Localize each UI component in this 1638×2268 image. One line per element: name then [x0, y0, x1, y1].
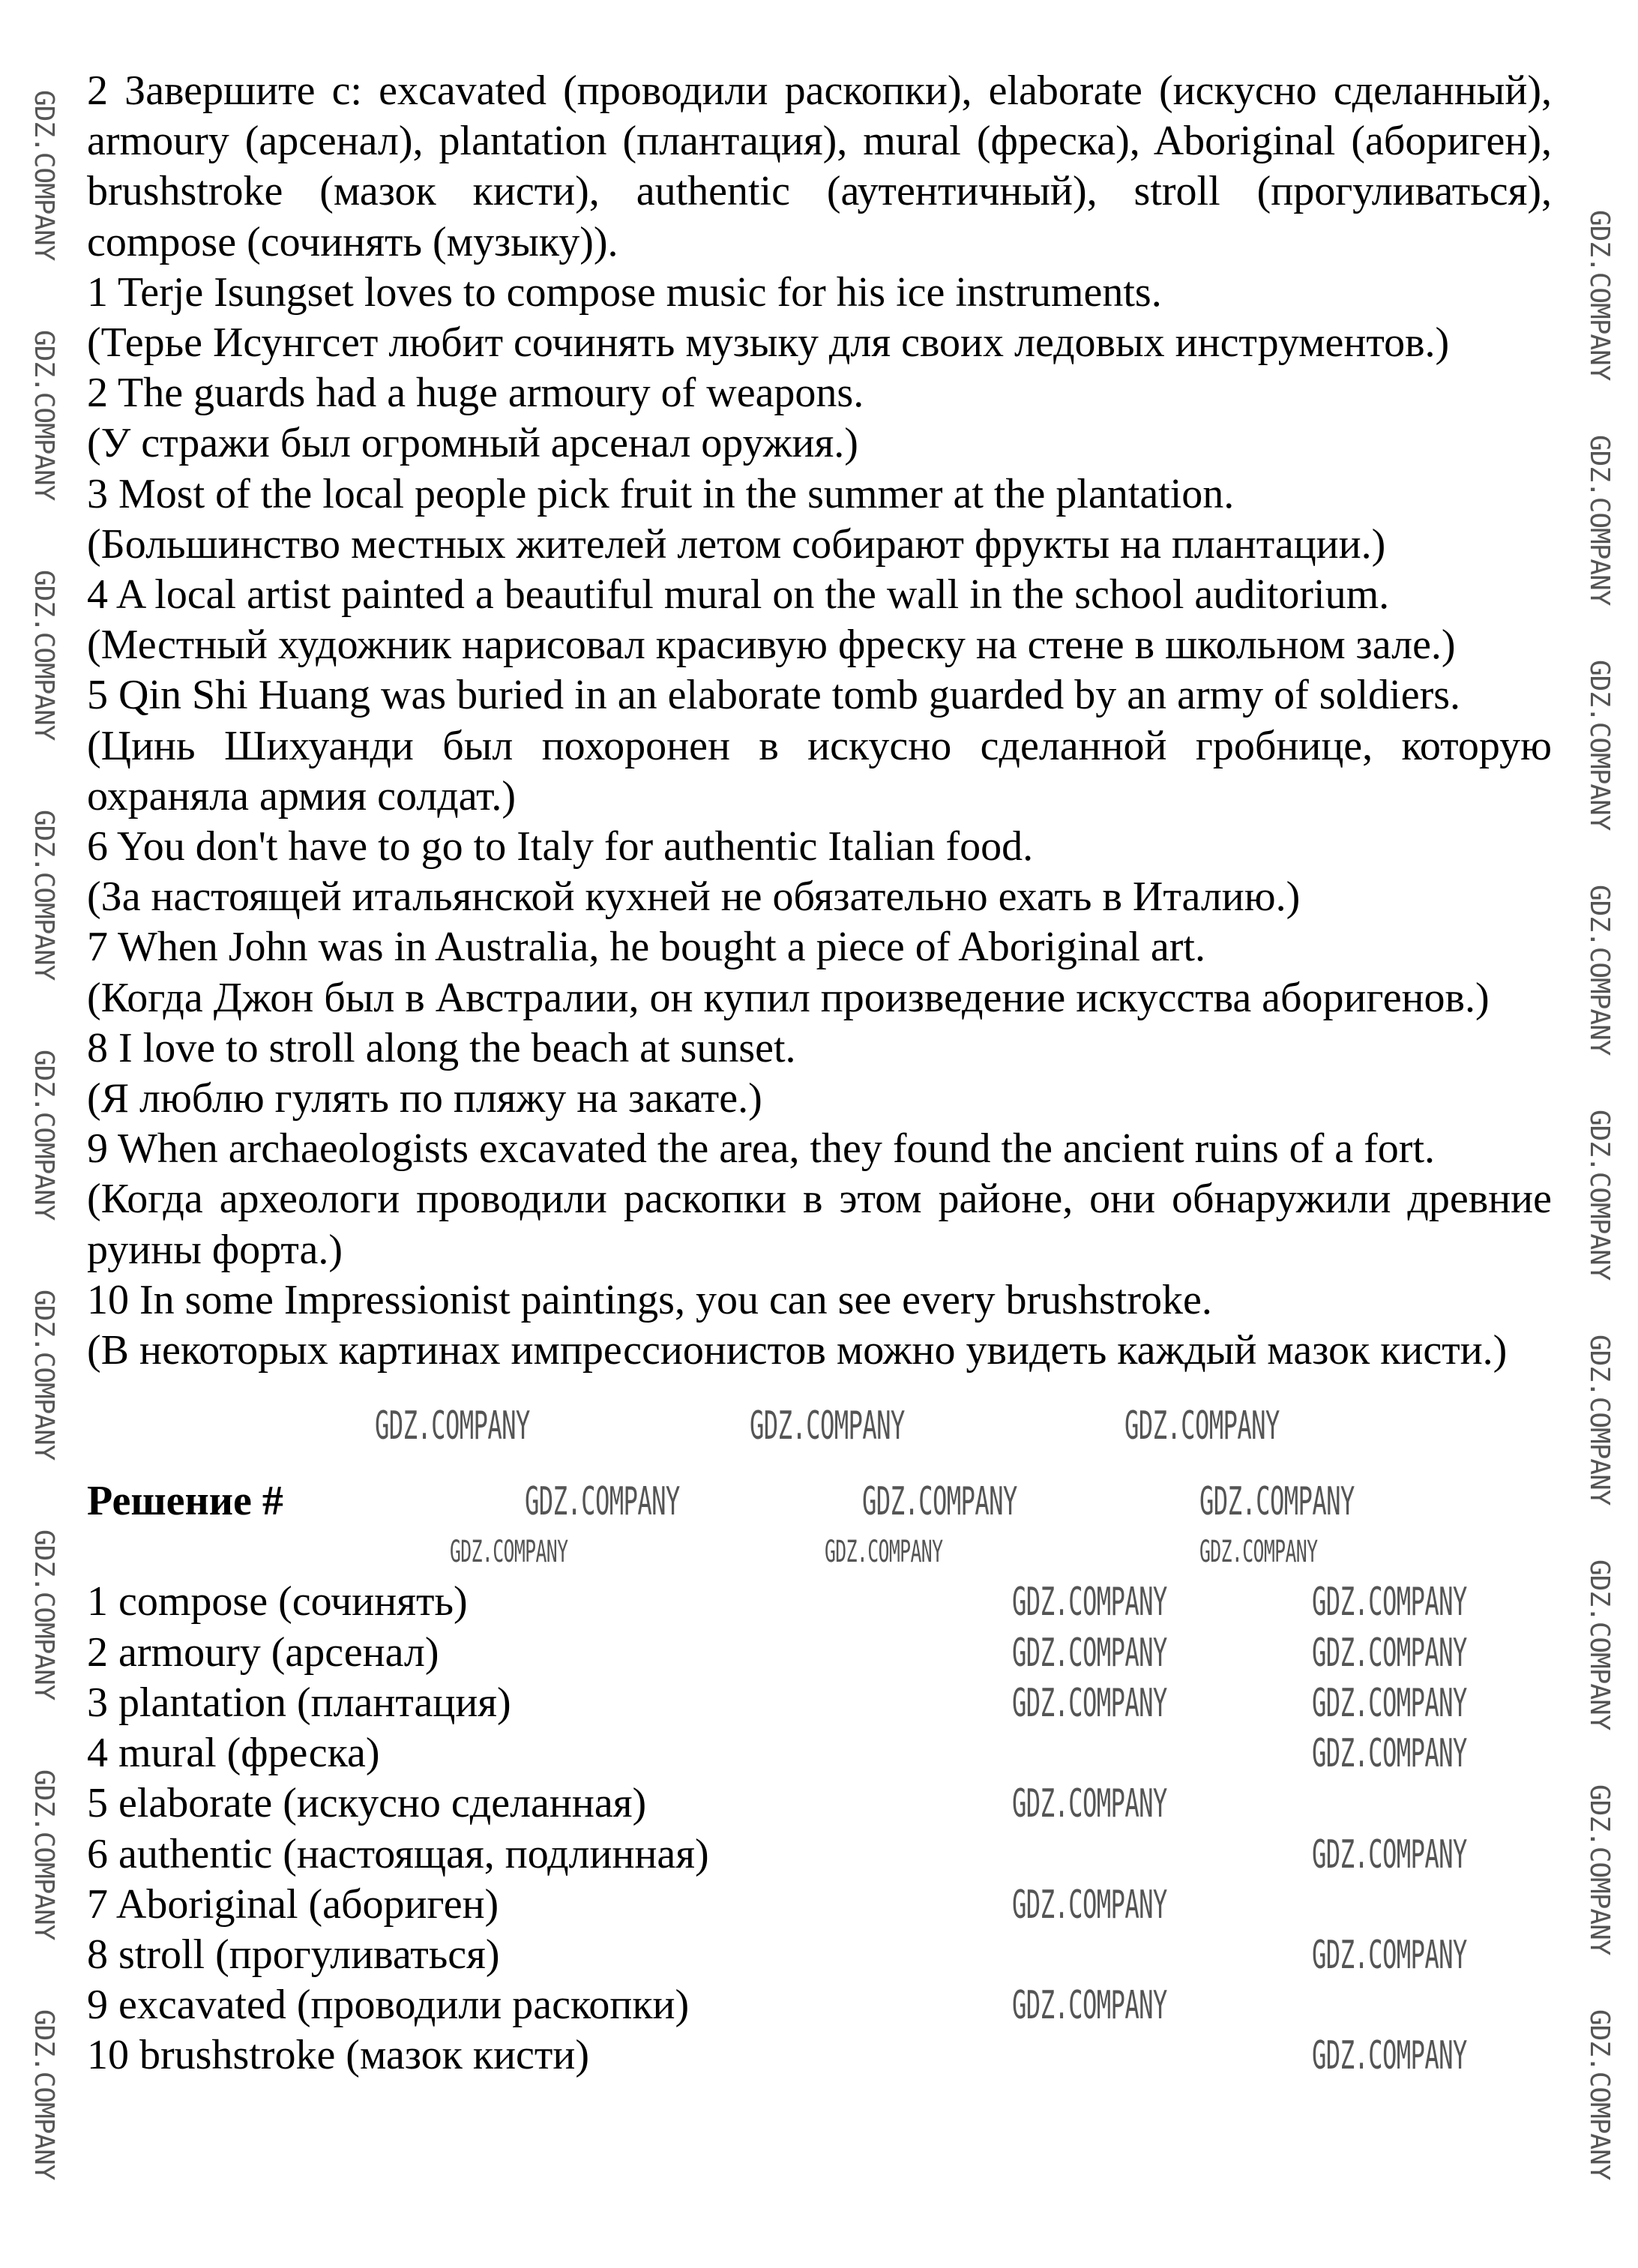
task-items — [87, 268, 1552, 1376]
answer-item: 6 authentic (настоящая, подлинная) — [87, 1830, 709, 1877]
answer-item: 7 Aboriginal (абориген) — [87, 1880, 499, 1928]
watermark: GDZ.COMPANY — [825, 1534, 943, 1569]
watermark: GDZ.COMPANY — [1312, 1731, 1467, 1777]
task-item — [87, 1023, 1552, 1124]
item-english: 10 In some Impressionist paintings, you can see every brushstroke. — [87, 1276, 1212, 1323]
watermark: GDZ.COMPANY — [1012, 1781, 1167, 1827]
item-english: 7 When John was in Australia, he bought a piece of Aboriginal art. — [87, 924, 1205, 971]
watermark: GDZ.COMPANY — [28, 2009, 59, 2180]
item-english: 6 You don't have to go to Italy for authentic Italian food. — [87, 823, 1034, 870]
watermark: GDZ.COMPANY — [1012, 1680, 1167, 1726]
watermark: GDZ.COMPANY — [28, 570, 59, 741]
watermark: GDZ.COMPANY — [28, 330, 59, 501]
item-translation: (Когда Джон был в Австралии, он купил произведение искусства аборигенов.) — [87, 974, 1490, 1021]
watermark: GDZ.COMPANY — [1584, 1110, 1615, 1281]
watermark: GDZ.COMPANY — [450, 1534, 568, 1569]
item-translation: (Когда археологи проводили раскопки в этом районе, они обнаружили древние руины форта.) — [87, 1176, 1552, 1273]
watermark: GDZ.COMPANY — [1124, 1404, 1280, 1449]
watermark: GDZ.COMPANY — [1312, 1580, 1467, 1625]
item-english: 4 A local artist painted a beautiful mural on the wall in the school auditorium. — [87, 571, 1390, 619]
watermark: GDZ.COMPANY — [28, 810, 59, 981]
task-item — [87, 670, 1552, 822]
watermark: GDZ.COMPANY — [1584, 1784, 1615, 1955]
item-translation: (Большинство местных жителей летом собирают фрукты на плантации.) — [87, 520, 1386, 568]
watermark: GDZ.COMPANY — [1584, 2009, 1615, 2180]
answer-item: 5 elaborate (искусно сделанная) — [87, 1780, 647, 1827]
watermark: GDZ.COMPANY — [1584, 210, 1615, 381]
watermark: GDZ.COMPANY — [750, 1404, 905, 1449]
watermark: GDZ.COMPANY — [862, 1479, 1017, 1525]
item-translation: (За настоящей итальянской кухней не обязательно ехать в Италию.) — [87, 873, 1301, 921]
watermark: GDZ.COMPANY — [1012, 1630, 1167, 1676]
watermark: GDZ.COMPANY — [1312, 1630, 1467, 1676]
item-translation: (У стражи был огромный арсенал оружия.) — [87, 420, 858, 467]
item-translation: (Местный художник нарисовал красивую фреску на стене в школьном зале.) — [87, 622, 1456, 669]
task-intro: 2 Завершите с: excavated (проводили раскопки), elaborate (искусно сделанный), armoury (арсенал), plantation (плантация), mural (фреска), Aboriginal (абориген), brushstroke (мазок кисти), authentic (аутентичный), stroll (прогуливаться), compose (сочинять (музыку)). — [87, 67, 1552, 265]
watermark: GDZ.COMPANY — [28, 1529, 59, 1700]
task-item — [87, 922, 1552, 1023]
watermark: GDZ.COMPANY — [1012, 1983, 1167, 2029]
solution-title: Решение # — [87, 1478, 283, 1525]
watermark: GDZ.COMPANY — [1584, 1559, 1615, 1730]
answer-item: 9 excavated (проводили раскопки) — [87, 1982, 690, 2029]
watermark: GDZ.COMPANY — [28, 1290, 59, 1461]
watermark: GDZ.COMPANY — [28, 1769, 59, 1940]
watermark: GDZ.COMPANY — [375, 1404, 530, 1449]
item-translation: (Я люблю гулять по пляжу на закате.) — [87, 1075, 762, 1122]
task-item — [87, 1124, 1552, 1275]
watermark: GDZ.COMPANY — [28, 90, 59, 261]
answer-item: 2 armoury (арсенал) — [87, 1628, 439, 1676]
answer-item: 10 brushstroke (мазок кисти) — [87, 2032, 589, 2079]
item-english: 2 The guards had a huge armoury of weapons. — [87, 370, 864, 417]
watermark: GDZ.COMPANY — [525, 1479, 680, 1525]
watermark: GDZ.COMPANY — [1312, 1932, 1467, 1978]
watermark: GDZ.COMPANY — [1312, 1680, 1467, 1726]
watermark: GDZ.COMPANY — [1584, 885, 1615, 1056]
watermark: GDZ.COMPANY — [1199, 1479, 1355, 1525]
task-item — [87, 570, 1552, 670]
item-translation: (Цинь Шихуанди был похоронен в искусно сделанной гробнице, которую охраняла армия солдат.) — [87, 722, 1552, 819]
item-english: 9 When archaeologists excavated the area, they found the ancient ruins of a fort. — [87, 1125, 1436, 1173]
item-english: 1 Terje Isungset loves to compose music for his ice instruments. — [87, 268, 1162, 316]
task-item — [87, 822, 1552, 922]
item-translation: (Терье Исунгсет любит сочинять музыку для своих ледовых инструментов.) — [87, 319, 1450, 367]
watermark: GDZ.COMPANY — [1012, 1882, 1167, 1928]
answer-item: 4 mural (фреска) — [87, 1730, 380, 1777]
item-english: 8 I love to stroll along the beach at sunset. — [87, 1024, 796, 1071]
watermark: GDZ.COMPANY — [1312, 1832, 1467, 1877]
item-english: 3 Most of the local people pick fruit in the summer at the plantation. — [87, 470, 1235, 517]
watermark: GDZ.COMPANY — [1199, 1534, 1318, 1569]
item-translation: (В некоторых картинах импрессионистов можно увидеть каждый мазок кисти.) — [87, 1327, 1508, 1374]
watermark: GDZ.COMPANY — [28, 1050, 59, 1221]
watermark: GDZ.COMPANY — [1584, 660, 1615, 831]
item-english: 5 Qin Shi Huang was buried in an elaborate tomb guarded by an army of soldiers. — [87, 672, 1461, 719]
task-item — [87, 368, 1552, 469]
document — [87, 66, 1552, 2081]
answer-item: 1 compose (сочинять) — [87, 1578, 468, 1625]
task-item — [87, 1275, 1552, 1376]
task-item — [87, 469, 1552, 570]
answer-item: 8 stroll (прогуливаться) — [87, 1931, 500, 1978]
watermark: GDZ.COMPANY — [1012, 1580, 1167, 1625]
watermark: GDZ.COMPANY — [1584, 1335, 1615, 1506]
answer-item: 3 plantation (плантация) — [87, 1679, 511, 1726]
task-item — [87, 268, 1552, 368]
watermark: GDZ.COMPANY — [1312, 2033, 1467, 2079]
watermark: GDZ.COMPANY — [1584, 435, 1615, 606]
